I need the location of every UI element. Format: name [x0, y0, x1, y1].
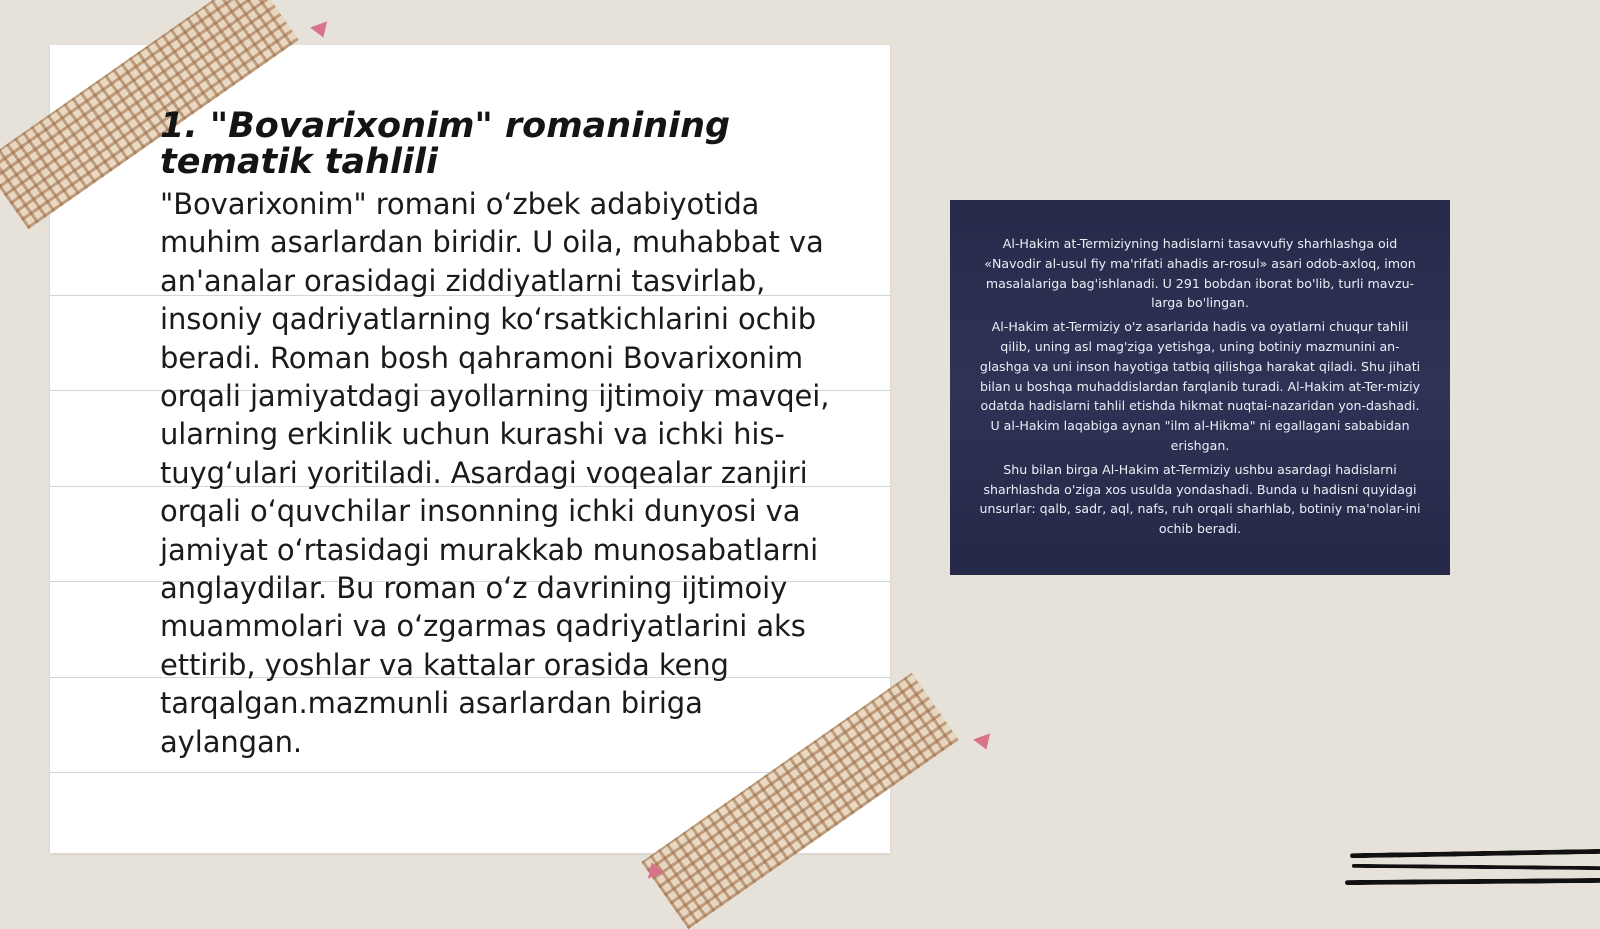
text-image-panel — [950, 200, 1450, 575]
decorative-scribble-line — [1350, 849, 1600, 859]
decorative-scribble-line — [1352, 864, 1600, 870]
slide-body-text: "Bovarixonim" romani oʻzbek adabiyotida muhim asarlardan biridir. U oila, muhabbat va an'analar orasidagi ziddiyatlarni tasvirlab, insoniy qadriyatlarning koʻrsatkichlarini ochib beradi. Roman bosh qahramoni Bovarixonim orqali jamiyatdagi ayollarning ijtimoiy mavqei, ularning erkinlik uchun kurashi va ichki his-tuygʻulari yoritiladi. Asardagi voqealar zanjiri orqali oʻquvchilar insonning ichki dunyosi va jamiyat oʻrtasidagi murakkab munosabatlarni anglaydilar. Bu roman oʻz davrining ijtimoiy muammolari va oʻzgarmas qadriyatlarini aks ettirib, yoshlar va kattalar orasida keng tarqalgan.mazmunli asarlardan biriga aylangan. — [160, 187, 830, 759]
panel-paragraph: Al-Hakim at-Termiziy o'z asarlarida hadis va oyatlarni chuqur tahlil qilib, uning asl mag'ziga yetishga, uning botiniy mazmunini an-glashga va uni inson hayotiga tatbiq qilishga harakat qiladi. Shu jihati bilan u boshqa muhaddislardan farqlanib turadi. Al-Hakim at-Ter-miziy odatda hadislarni tahlil etishda hikmat nuqtai-nazaridan yon-dashadi. U al-Hakim laqabiga aynan "ilm al-Hikma" ni egallagani sababidan erishgan. — [979, 319, 1421, 453]
paper-rule-line — [50, 772, 890, 773]
slide-title: 1. "Bovarixonim" romanining tematik tahlili — [160, 106, 731, 182]
tape-pin-icon — [310, 21, 332, 40]
panel-paragraph: Shu bilan birga Al-Hakim at-Termiziy ushbu asardagi hadislarni sharhlashda o'ziga xos usulda yondashadi. Bunda u hadisni quyidagi unsurlar: qalb, sadr, aql, nafs, ruh orqali sharhlab, botiniy ma'nolar-ini ochib beradi. — [979, 461, 1421, 537]
panel-paragraph: Al-Hakim at-Termiziyning hadislarni tasavvufiy sharhlashga oid «Navodir al-usul fiy ma'rifati ahadis ar-rosul» asari odob-axloq, imon masalalariga bag'ishlanadi. U 291 bobdan iborat bo'lib, turli mavzu-larga bo'lingan. — [984, 236, 1416, 311]
tape-pin-icon — [973, 733, 995, 752]
decorative-scribble-line — [1345, 878, 1600, 885]
